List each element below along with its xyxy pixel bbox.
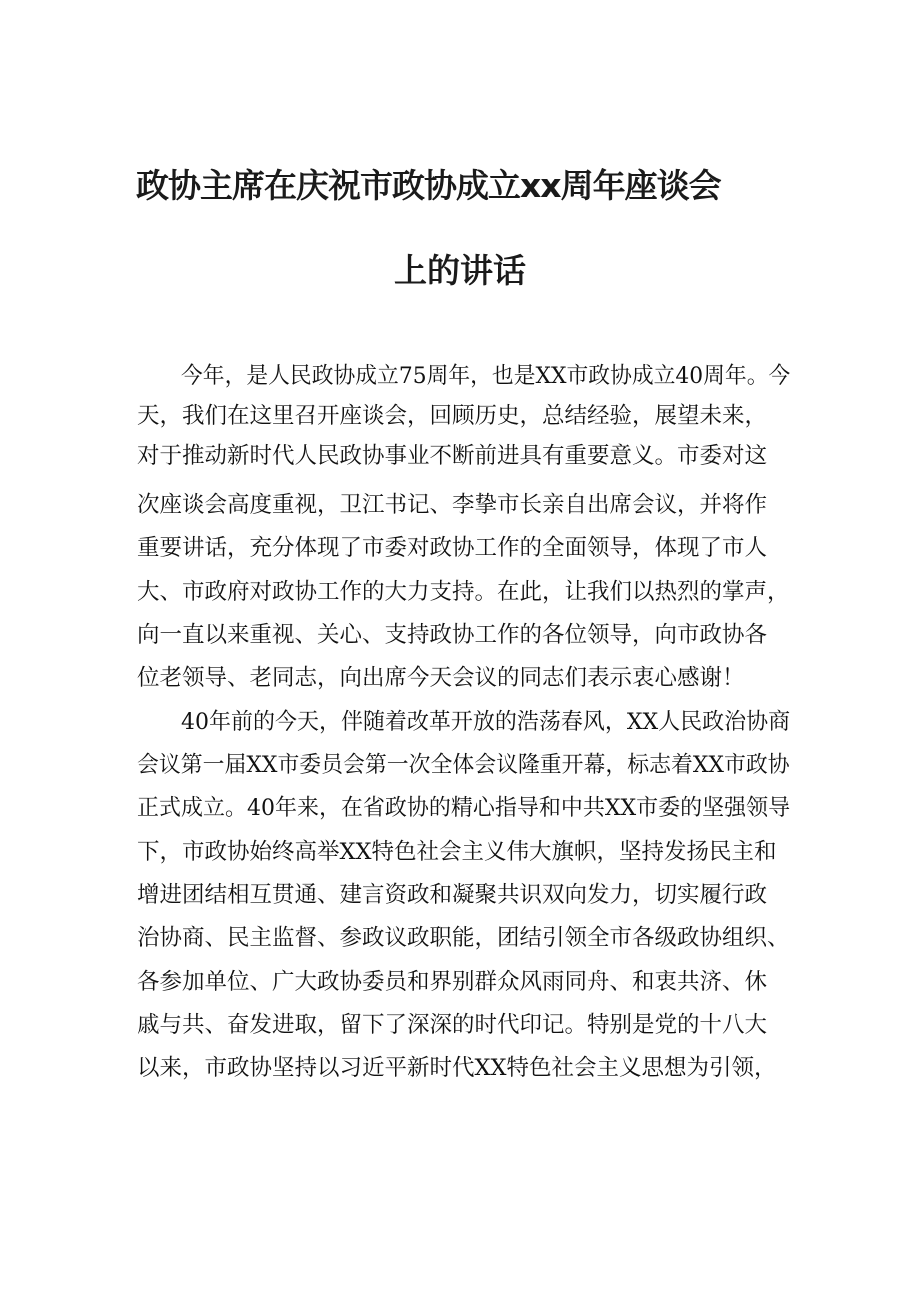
body-text-line: 会议第一届XX市委员会第一次全体会议隆重开幕，标志着XX市政协 — [137, 752, 790, 778]
body-text-line: 下，市政协始终高举XX特色社会主义伟大旗帜，坚持发扬民主和 — [137, 839, 777, 865]
body-text-line: 对于推动新时代人民政协事业不断前进具有重要意义。市委对这 — [137, 443, 768, 469]
body-text-line: 增进团结相互贯通、建言资政和凝聚共识双向发力，切实履行政 — [137, 882, 768, 908]
document-title-line-2: 上的讲话 — [394, 251, 526, 290]
body-text-line: 40年前的今天，伴随着改革开放的浩荡春风，XX人民政治协商 — [181, 709, 791, 735]
body-text-line: 各参加单位、广大政协委员和界别群众风雨同舟、和衷共济、休 — [137, 969, 768, 995]
body-text-line: 次座谈会高度重视，卫江书记、李挚市长亲自出席会议，并将作 — [137, 492, 768, 518]
body-text-line: 治协商、民主监督、参政议政职能，团结引领全市各级政协组织、 — [137, 925, 790, 951]
document-title-line-1: 政协主席在庆祝市政协成立xx周年座谈会 — [136, 166, 721, 205]
body-text-line: 大、市政府对政协工作的大力支持。在此，让我们以热烈的掌声， — [137, 579, 790, 605]
body-text-line: 向一直以来重视、关心、支持政协工作的各位领导，向市政协各 — [137, 622, 768, 648]
body-text-line: 重要讲话，充分体现了市委对政协工作的全面领导，体现了市人 — [137, 535, 768, 561]
body-text-line: 正式成立。40年来，在省政协的精心指导和中共XX市委的坚强领导 — [137, 795, 791, 821]
body-text-line: 以来，市政协坚持以习近平新时代XX特色社会主义思想为引领， — [137, 1055, 777, 1081]
body-text-line: 今年，是人民政协成立75周年，也是XX市政协成立40周年。今 — [181, 363, 791, 389]
body-text-line: 位老领导、老同志，向出席今天会议的同志们表示衷心感谢！ — [137, 665, 745, 691]
body-text-line: 天，我们在这里召开座谈会，回顾历史，总结经验，展望未来， — [137, 403, 768, 429]
body-text-line: 戚与共、奋发进取，留下了深深的时代印记。特别是党的十八大 — [137, 1012, 768, 1038]
